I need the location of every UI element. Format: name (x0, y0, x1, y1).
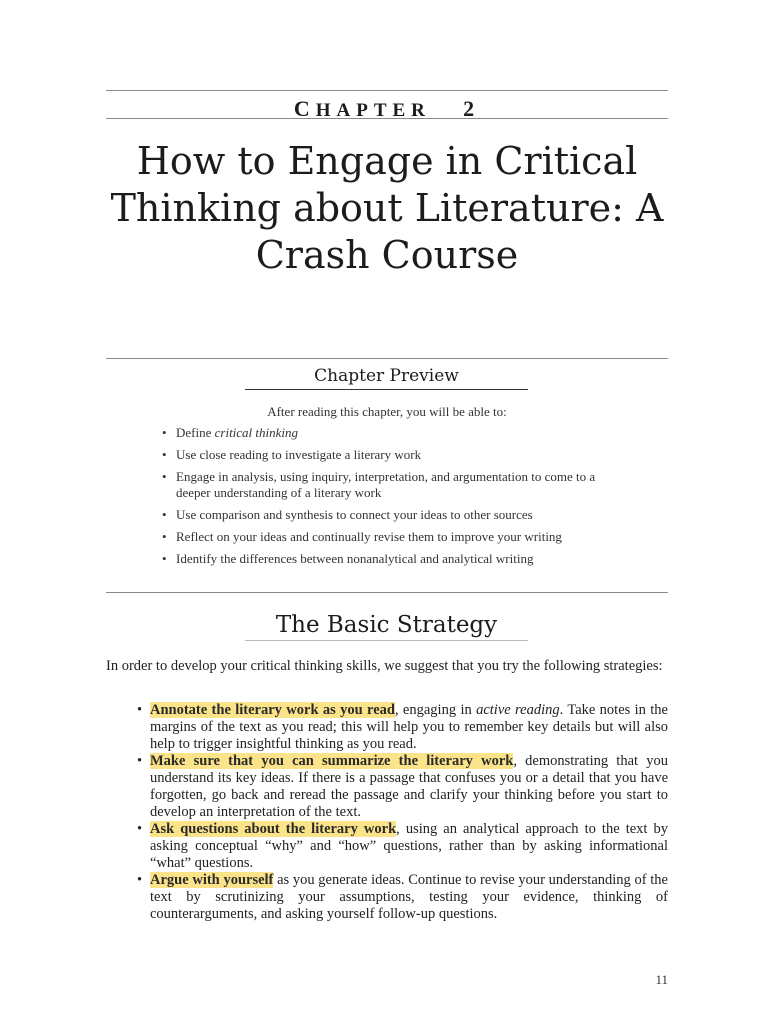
chapter-preview-intro: After reading this chapter, you will be able to: (267, 404, 507, 419)
strategy-text: , engaging in (394, 702, 477, 718)
page-number: 11 (655, 972, 668, 987)
strategy-item (137, 702, 668, 753)
preview-item-emphasis: critical thinking (214, 425, 299, 440)
highlighted-text: Ask questions about the literary work (150, 821, 397, 837)
highlighted-text: Argue with yourself (150, 872, 274, 888)
preview-bottom-rule (106, 592, 668, 593)
preview-item: • Reflect on your ideas and continually revise them to improve your writing (160, 529, 620, 545)
chapter-number: 2 (463, 96, 481, 121)
section-intro: In order to develop your critical thinking skills, we suggest that you try the following strategies: (106, 658, 663, 674)
strategy-item (137, 821, 668, 872)
top-rule (106, 90, 668, 91)
chapter-title: How to Engage in Critical Thinking about Literature: A Crash Course (110, 139, 664, 277)
preview-item-text: Define (176, 425, 215, 440)
strategy-text: as you generate ideas. Continue to revise your understanding of the text by scrutinizing your assumptions, testing your evidence, thinking of counterarguments, and asking yourself follow-up questions. (150, 872, 668, 922)
strategy-text: , demonstrating that you understand its key ideas. If there is a passage that confuses you or a detail that you have forgotten, go back and reread the passage and clarify your thinking before you start to develop an interpretation of the text. (150, 753, 668, 820)
preview-top-rule (106, 358, 668, 359)
strategy-emphasis: active reading (476, 702, 560, 718)
chapter-preview-heading: Chapter Preview (245, 366, 528, 390)
preview-item: • Identify the differences between nonanalytical and analytical writing (160, 551, 620, 567)
highlighted-text: Annotate the literary work as you read (150, 702, 395, 718)
strategy-list (137, 702, 668, 923)
highlighted-text: Make sure that you can summarize the literary work (150, 753, 514, 769)
chapter-label-initial: C (293, 96, 316, 121)
chapter-preview-list (160, 425, 620, 573)
preview-item (160, 425, 620, 441)
chapter-label-rest: HAPTER (315, 100, 431, 121)
preview-item: • Engage in analysis, using inquiry, interpretation, and argumentation to come to a deeper understanding of a literary work (160, 469, 620, 501)
strategy-item (137, 872, 668, 923)
strategy-text: . Take notes in the margins of the text as you read; this will help you to remember key details but will also help to trigger insightful thinking as you read. (150, 702, 668, 752)
section-title: The Basic Strategy (245, 612, 528, 641)
chapter-rule (106, 118, 668, 119)
strategy-item (137, 753, 668, 821)
preview-item: • Use close reading to investigate a literary work (160, 447, 620, 463)
preview-item: • Use comparison and synthesis to connect your ideas to other sources (160, 507, 620, 523)
strategy-text: , using an analytical approach to the text by asking conceptual “why” and “how” questions, rather than by asking informational “what” questions. (150, 821, 668, 871)
